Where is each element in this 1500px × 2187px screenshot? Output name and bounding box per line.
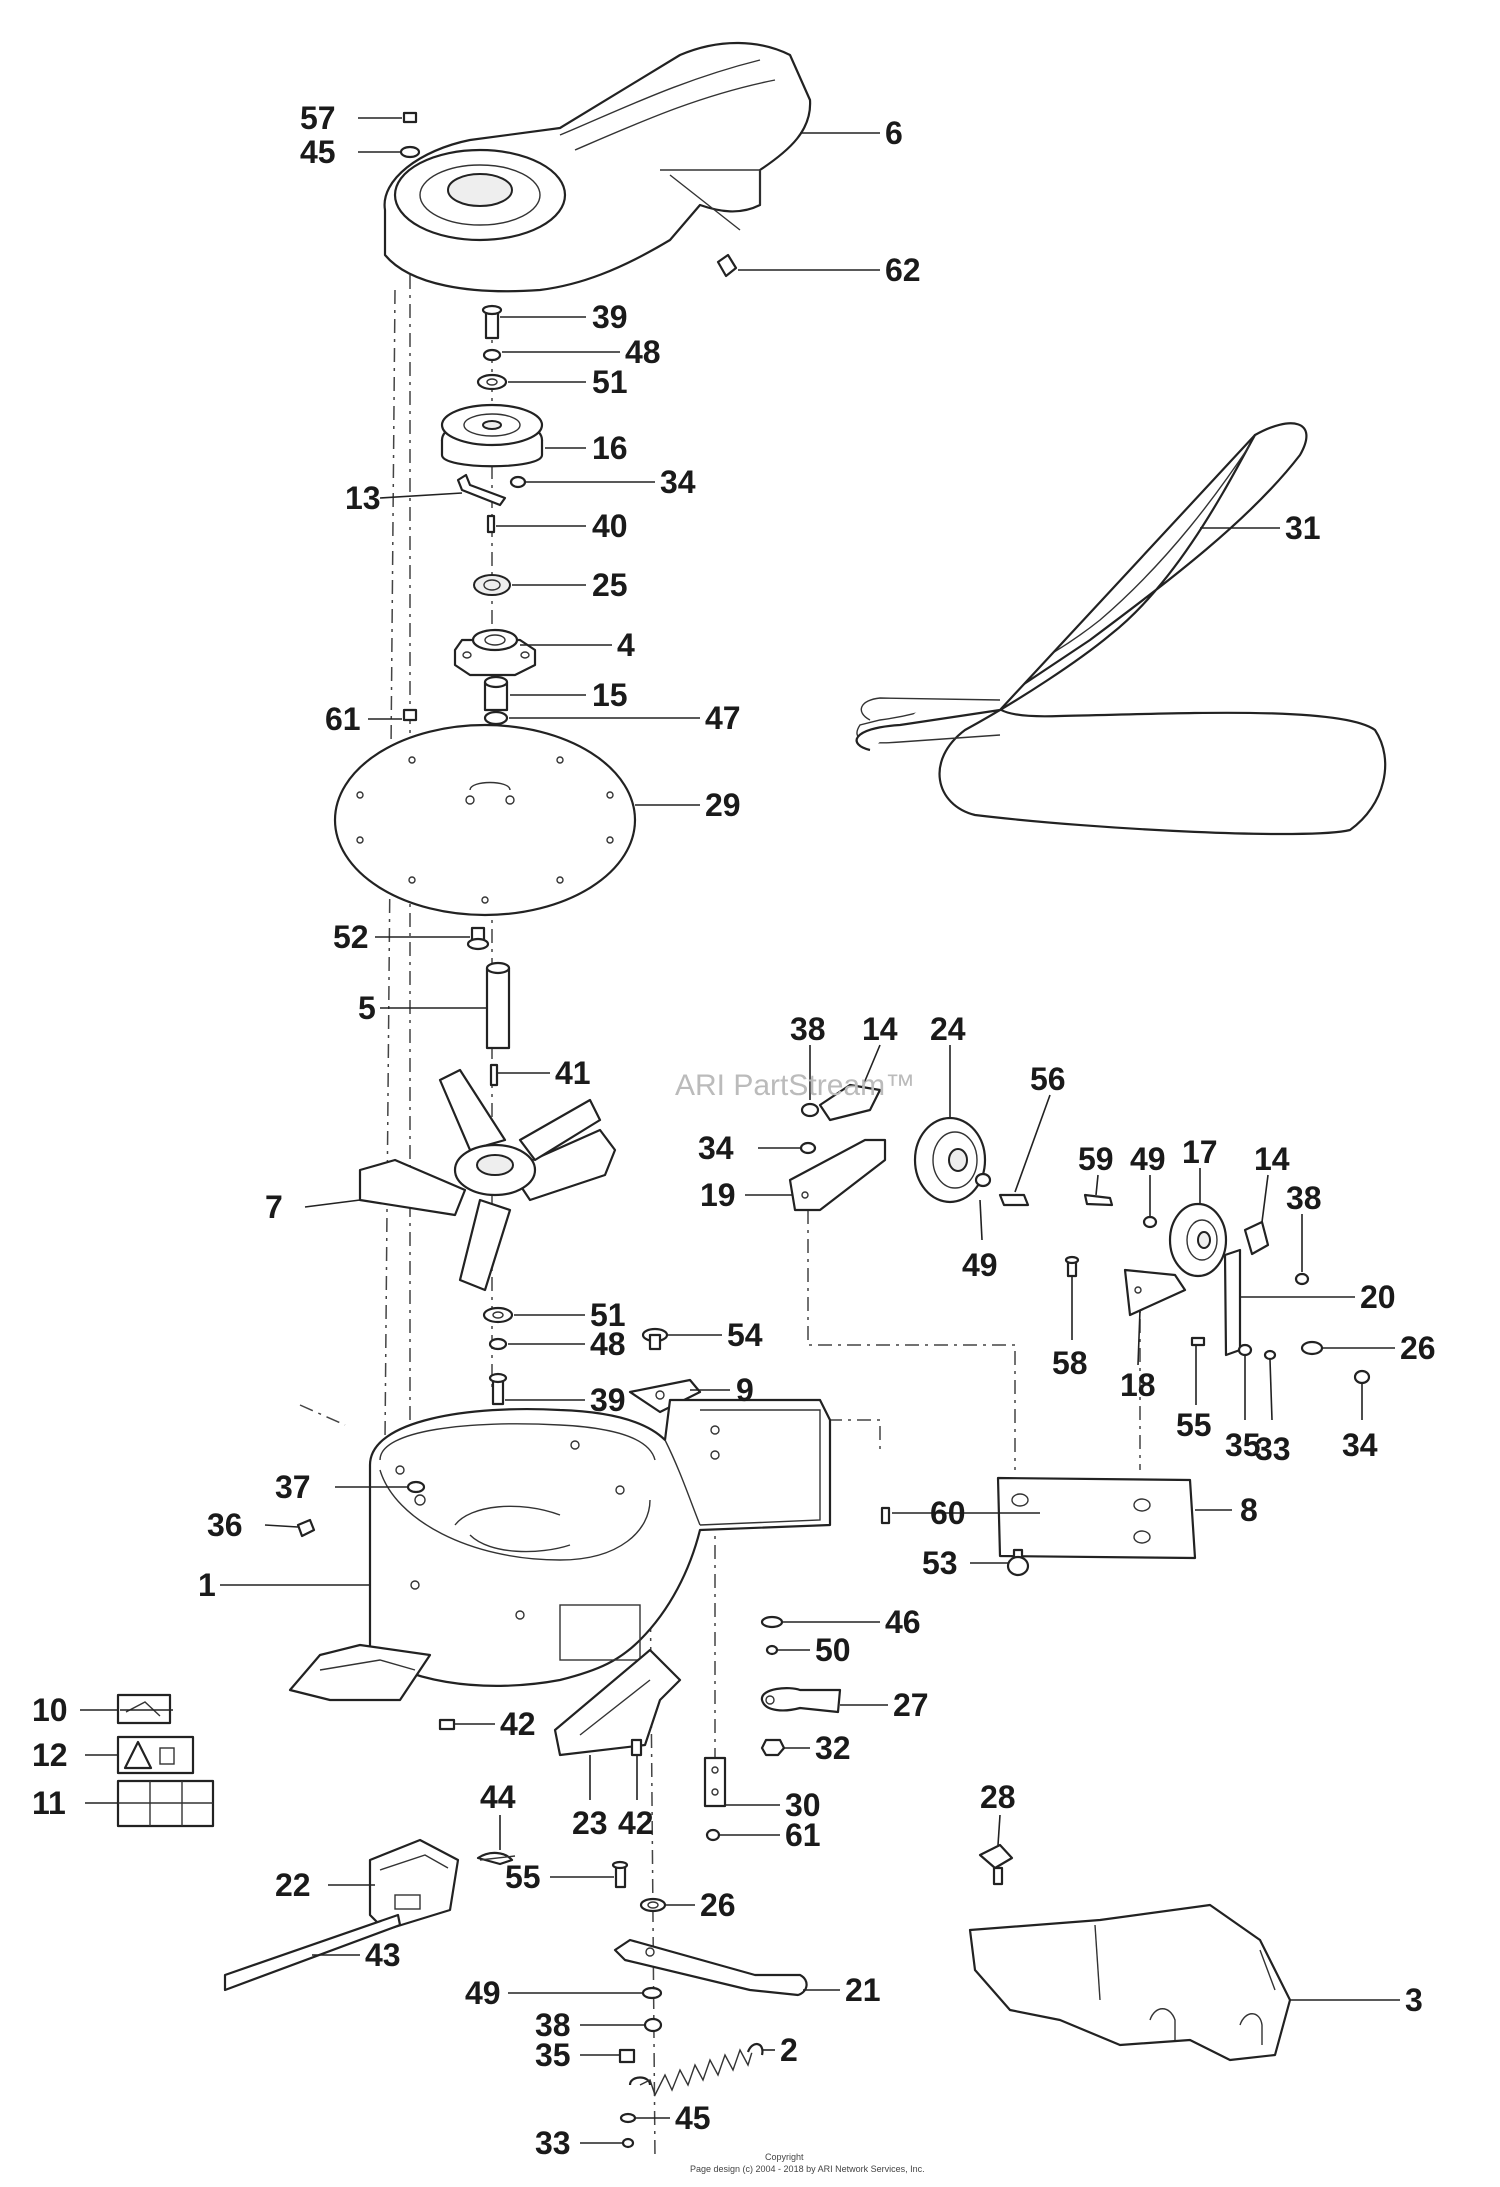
callout-11: 11 bbox=[32, 1785, 66, 1821]
bolt-part-57 bbox=[404, 113, 416, 122]
callout-51: 51 bbox=[590, 1297, 626, 1333]
washer-part-45-top bbox=[401, 147, 419, 157]
shield-part-3 bbox=[970, 1905, 1290, 2060]
callout-42: 42 bbox=[500, 1706, 536, 1742]
callout-45: 45 bbox=[675, 2100, 711, 2136]
callout-28: 28 bbox=[980, 1779, 1016, 1815]
belt-part-31 bbox=[857, 423, 1386, 834]
callout-43: 43 bbox=[365, 1937, 401, 1973]
callout-35: 35 bbox=[1225, 1427, 1261, 1463]
cap-part-54 bbox=[643, 1329, 667, 1349]
callout-9: 9 bbox=[736, 1372, 754, 1408]
leader-lines bbox=[80, 118, 1400, 2143]
callout-34: 34 bbox=[1342, 1427, 1378, 1463]
lockwasher-part-48-low bbox=[490, 1339, 506, 1349]
spacer-part-50 bbox=[767, 1646, 777, 1654]
bolt-part-55-right bbox=[1192, 1338, 1204, 1345]
callout-20: 20 bbox=[1360, 1279, 1396, 1315]
callout-26: 26 bbox=[700, 1887, 736, 1923]
nut-part-34-far-right bbox=[1355, 1371, 1369, 1383]
callout-26: 26 bbox=[1400, 1330, 1436, 1366]
washer-part-49-right-a bbox=[976, 1174, 990, 1186]
callout-38: 38 bbox=[790, 1011, 826, 1047]
spacer-part-15 bbox=[485, 677, 507, 710]
callout-46: 46 bbox=[885, 1604, 921, 1640]
bolt-part-39-low bbox=[490, 1374, 506, 1404]
callout-33: 33 bbox=[1255, 1431, 1291, 1467]
callout-48: 48 bbox=[625, 334, 661, 370]
pulley-part-16 bbox=[442, 405, 542, 466]
bolt-part-39-top bbox=[483, 306, 501, 338]
clip-part-62 bbox=[718, 255, 736, 276]
nut-part-38-right-b bbox=[1296, 1274, 1308, 1284]
callout-34: 34 bbox=[660, 464, 696, 500]
callout-30: 30 bbox=[785, 1787, 821, 1823]
callout-3: 3 bbox=[1405, 1982, 1423, 2018]
knob-part-28 bbox=[980, 1845, 1012, 1884]
belt-cover-part-6 bbox=[385, 43, 811, 291]
copyright-label: Copyright bbox=[765, 2152, 804, 2162]
decal-part-12 bbox=[118, 1737, 193, 1773]
callout-32: 32 bbox=[815, 1730, 851, 1766]
callout-7: 7 bbox=[265, 1189, 283, 1225]
bracket-part-30 bbox=[705, 1758, 725, 1806]
screw-part-36 bbox=[298, 1520, 314, 1536]
callout-56: 56 bbox=[1030, 1061, 1066, 1097]
callout-25: 25 bbox=[592, 567, 628, 603]
nut-part-38-bottom bbox=[645, 2019, 661, 2031]
screw-part-60 bbox=[882, 1508, 889, 1523]
callout-59: 59 bbox=[1078, 1141, 1114, 1177]
callout-38: 38 bbox=[1286, 1180, 1322, 1216]
callout-60: 60 bbox=[930, 1495, 966, 1531]
callout-55: 55 bbox=[505, 1859, 541, 1895]
lever-part-27 bbox=[762, 1688, 840, 1712]
callout-62: 62 bbox=[885, 252, 921, 288]
callout-24: 24 bbox=[930, 1011, 966, 1047]
callout-21: 21 bbox=[845, 1972, 881, 2008]
bolt-part-55-bottom bbox=[613, 1862, 627, 1887]
callout-54: 54 bbox=[727, 1317, 763, 1353]
washer-part-51-top bbox=[478, 375, 506, 389]
callout-15: 15 bbox=[592, 677, 628, 713]
callout-18: 18 bbox=[1120, 1367, 1156, 1403]
callout-27: 27 bbox=[893, 1687, 929, 1723]
nut-part-38-right-a bbox=[802, 1104, 818, 1116]
callout-4: 4 bbox=[617, 627, 635, 663]
pulley-part-17 bbox=[1170, 1204, 1226, 1276]
shaft-part-5 bbox=[487, 963, 509, 1048]
washer-part-51-low bbox=[484, 1308, 512, 1322]
callout-35: 35 bbox=[535, 2037, 571, 2073]
spindle-housing-part-4 bbox=[455, 630, 535, 675]
callout-36: 36 bbox=[207, 1507, 243, 1543]
bolt-part-56 bbox=[1000, 1195, 1028, 1205]
plate-part-29 bbox=[335, 725, 635, 915]
callout-10: 10 bbox=[32, 1692, 68, 1728]
callout-14: 14 bbox=[862, 1011, 898, 1047]
copyright-text: Page design (c) 2004 - 2018 by ARI Network Services, Inc. bbox=[690, 2164, 925, 2174]
callout-31: 31 bbox=[1285, 510, 1321, 546]
callout-52: 52 bbox=[333, 919, 369, 955]
washer-part-45-bottom bbox=[621, 2114, 635, 2122]
washer-part-49-right-b bbox=[1144, 1217, 1156, 1227]
callout-58: 58 bbox=[1052, 1345, 1088, 1381]
callout-49: 49 bbox=[465, 1975, 501, 2011]
callout-48: 48 bbox=[590, 1326, 626, 1362]
nut-part-61-top bbox=[404, 710, 416, 720]
impeller-part-7 bbox=[360, 1070, 615, 1290]
screw-part-42-b bbox=[632, 1740, 641, 1755]
callout-8: 8 bbox=[1240, 1492, 1258, 1528]
plate-part-8 bbox=[998, 1478, 1195, 1558]
callout-33: 33 bbox=[535, 2125, 571, 2161]
nut-part-35-bottom bbox=[620, 2050, 634, 2062]
key-part-40 bbox=[488, 516, 494, 532]
bolt-part-52 bbox=[468, 928, 488, 949]
callout-40: 40 bbox=[592, 508, 628, 544]
nut-part-61-low bbox=[707, 1830, 719, 1840]
decal-part-10 bbox=[118, 1695, 170, 1723]
callout-17: 17 bbox=[1182, 1134, 1218, 1170]
callout-5: 5 bbox=[358, 990, 376, 1026]
nut-part-35-right bbox=[1239, 1345, 1251, 1355]
callout-49: 49 bbox=[1130, 1141, 1166, 1177]
callout-23: 23 bbox=[572, 1805, 608, 1841]
housing-part-1 bbox=[290, 1400, 830, 1700]
callout-19: 19 bbox=[700, 1177, 736, 1213]
bracket-part-13 bbox=[458, 475, 505, 505]
nut-part-33-right bbox=[1265, 1351, 1275, 1359]
key-part-41 bbox=[491, 1065, 497, 1085]
callout-45: 45 bbox=[300, 134, 336, 170]
callout-44: 44 bbox=[480, 1779, 516, 1815]
washer-part-26-bottom bbox=[641, 1899, 665, 1911]
callout-39: 39 bbox=[592, 299, 628, 335]
washer-part-26-right bbox=[1302, 1342, 1322, 1354]
nut-part-32 bbox=[762, 1740, 784, 1755]
bracket-part-14-b bbox=[1245, 1222, 1268, 1254]
callout-12: 12 bbox=[32, 1737, 68, 1773]
spring-part-2 bbox=[630, 2044, 762, 2095]
bearing-part-25 bbox=[474, 575, 510, 595]
callout-39: 39 bbox=[590, 1382, 626, 1418]
callout-47: 47 bbox=[705, 700, 741, 736]
decal-part-11 bbox=[118, 1781, 213, 1826]
callout-38: 38 bbox=[535, 2007, 571, 2043]
callout-49: 49 bbox=[962, 1247, 998, 1283]
washer-part-46 bbox=[762, 1617, 782, 1627]
arm-part-21 bbox=[615, 1940, 807, 1995]
callout-57: 57 bbox=[300, 100, 336, 136]
callout-34: 34 bbox=[698, 1130, 734, 1166]
callout-numbers bbox=[32, 100, 1436, 2161]
callout-61: 61 bbox=[785, 1817, 821, 1853]
callout-13: 13 bbox=[345, 480, 381, 516]
callout-51: 51 bbox=[592, 364, 628, 400]
nut-part-34-right bbox=[801, 1143, 815, 1153]
watermark: ARI PartStream™ bbox=[675, 1069, 916, 1102]
callout-53: 53 bbox=[922, 1545, 958, 1581]
screw-part-42-a bbox=[440, 1720, 454, 1729]
lockwasher-part-48-top bbox=[484, 350, 500, 360]
callout-2: 2 bbox=[780, 2032, 798, 2068]
bracket-part-22 bbox=[370, 1840, 458, 1930]
callout-41: 41 bbox=[555, 1055, 591, 1091]
bolt-part-59 bbox=[1085, 1195, 1112, 1205]
callout-6: 6 bbox=[885, 115, 903, 151]
callout-16: 16 bbox=[592, 430, 628, 466]
nut-part-34-top bbox=[511, 477, 525, 487]
callout-42: 42 bbox=[618, 1805, 654, 1841]
callout-50: 50 bbox=[815, 1632, 851, 1668]
callout-61: 61 bbox=[325, 701, 361, 737]
pulley-part-24 bbox=[915, 1118, 985, 1202]
ring-part-47 bbox=[485, 712, 507, 724]
callout-29: 29 bbox=[705, 787, 741, 823]
bolt-part-58 bbox=[1066, 1257, 1078, 1276]
callout-37: 37 bbox=[275, 1469, 311, 1505]
callout-55: 55 bbox=[1176, 1407, 1212, 1443]
nut-part-33-bottom bbox=[623, 2139, 633, 2147]
bracket-part-18 bbox=[1125, 1270, 1185, 1315]
washer-part-49-bottom bbox=[643, 1988, 661, 1998]
callout-1: 1 bbox=[198, 1567, 216, 1603]
callout-14: 14 bbox=[1254, 1141, 1290, 1177]
bolt-part-37 bbox=[408, 1482, 424, 1492]
callout-22: 22 bbox=[275, 1867, 311, 1903]
arm-part-20 bbox=[1225, 1250, 1240, 1355]
